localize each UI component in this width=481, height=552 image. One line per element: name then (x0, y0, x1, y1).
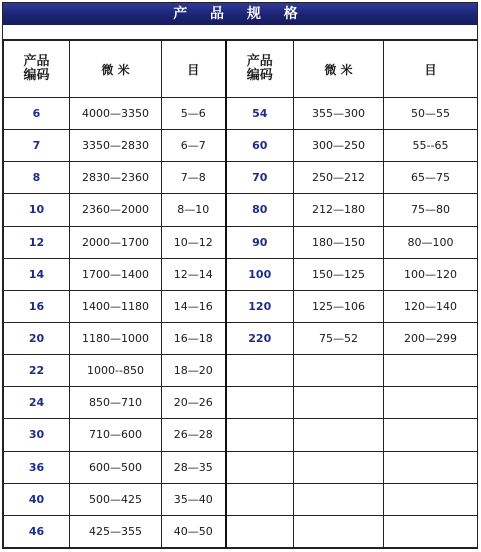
right-micron-cell: 300—250 (294, 130, 384, 162)
left-mesh-cell: 12—14 (162, 258, 226, 290)
right-micron-cell: 150—125 (294, 258, 384, 290)
left-code-cell: 7 (4, 130, 70, 162)
table-row (4, 226, 478, 258)
header-mesh-right: 目 (384, 41, 478, 98)
right-code-cell: 100 (226, 258, 294, 290)
right-code-cell: 60 (226, 130, 294, 162)
left-mesh-cell: 6—7 (162, 130, 226, 162)
right-code-cell: 120 (226, 290, 294, 322)
right-code-cell: 220 (226, 322, 294, 354)
table-row (4, 194, 478, 226)
table-row (4, 483, 478, 515)
right-mesh-cell: 55--65 (384, 130, 478, 162)
title-spacer (3, 25, 477, 40)
right-micron-cell (294, 387, 384, 419)
left-micron-cell: 1700—1400 (70, 258, 162, 290)
right-code-cell (226, 515, 294, 547)
right-micron-cell: 212—180 (294, 194, 384, 226)
table-row (4, 322, 478, 354)
right-micron-cell (294, 483, 384, 515)
left-micron-cell: 850—710 (70, 387, 162, 419)
left-code-cell: 22 (4, 355, 70, 387)
left-code-cell: 6 (4, 98, 70, 130)
header-mesh-left: 目 (162, 41, 226, 98)
left-micron-cell: 500—425 (70, 483, 162, 515)
table-row (4, 387, 478, 419)
left-code-cell: 12 (4, 226, 70, 258)
left-micron-cell: 1180—1000 (70, 322, 162, 354)
left-mesh-cell: 20—26 (162, 387, 226, 419)
table-row (4, 130, 478, 162)
right-micron-cell (294, 355, 384, 387)
right-code-cell (226, 355, 294, 387)
left-mesh-cell: 5—6 (162, 98, 226, 130)
spec-table (3, 40, 478, 548)
table-row (4, 451, 478, 483)
left-mesh-cell: 10—12 (162, 226, 226, 258)
right-code-cell (226, 387, 294, 419)
right-code-cell: 90 (226, 226, 294, 258)
table-row (4, 515, 478, 547)
right-code-cell: 80 (226, 194, 294, 226)
right-mesh-cell: 120—140 (384, 290, 478, 322)
left-mesh-cell: 35—40 (162, 483, 226, 515)
left-mesh-cell: 14—16 (162, 290, 226, 322)
right-mesh-cell: 75—80 (384, 194, 478, 226)
right-mesh-cell (384, 451, 478, 483)
table-row (4, 98, 478, 130)
left-code-cell: 20 (4, 322, 70, 354)
left-mesh-cell: 8—10 (162, 194, 226, 226)
left-micron-cell: 1400—1180 (70, 290, 162, 322)
right-code-cell: 70 (226, 162, 294, 194)
right-mesh-cell (384, 515, 478, 547)
left-code-cell: 10 (4, 194, 70, 226)
left-micron-cell: 2360—2000 (70, 194, 162, 226)
right-mesh-cell: 200—299 (384, 322, 478, 354)
left-micron-cell: 425—355 (70, 515, 162, 547)
right-micron-cell (294, 451, 384, 483)
header-micron-left: 微 米 (70, 41, 162, 98)
right-mesh-cell: 65—75 (384, 162, 478, 194)
header-code-right: 产品 编码 (226, 41, 294, 98)
left-micron-cell: 2830—2360 (70, 162, 162, 194)
right-code-cell: 54 (226, 98, 294, 130)
left-code-cell: 24 (4, 387, 70, 419)
right-code-cell (226, 419, 294, 451)
left-mesh-cell: 7—8 (162, 162, 226, 194)
left-mesh-cell: 28—35 (162, 451, 226, 483)
right-micron-cell (294, 515, 384, 547)
right-mesh-cell: 50—55 (384, 98, 478, 130)
right-mesh-cell (384, 355, 478, 387)
left-mesh-cell: 40—50 (162, 515, 226, 547)
left-mesh-cell: 18—20 (162, 355, 226, 387)
left-code-cell: 46 (4, 515, 70, 547)
left-code-cell: 16 (4, 290, 70, 322)
right-micron-cell: 125—106 (294, 290, 384, 322)
product-spec-sheet (2, 2, 478, 549)
left-micron-cell: 710—600 (70, 419, 162, 451)
right-micron-cell: 180—150 (294, 226, 384, 258)
left-code-cell: 30 (4, 419, 70, 451)
table-row (4, 355, 478, 387)
table-row (4, 290, 478, 322)
left-code-cell: 36 (4, 451, 70, 483)
right-micron-cell: 75—52 (294, 322, 384, 354)
table-row (4, 162, 478, 194)
left-mesh-cell: 16—18 (162, 322, 226, 354)
header-code-left: 产品 编码 (4, 41, 70, 98)
right-code-cell (226, 483, 294, 515)
left-mesh-cell: 26—28 (162, 419, 226, 451)
table-row (4, 419, 478, 451)
right-micron-cell (294, 419, 384, 451)
right-mesh-cell (384, 387, 478, 419)
left-code-cell: 14 (4, 258, 70, 290)
left-code-cell: 8 (4, 162, 70, 194)
right-micron-cell: 355—300 (294, 98, 384, 130)
table-row (4, 258, 478, 290)
right-mesh-cell (384, 419, 478, 451)
left-micron-cell: 1000--850 (70, 355, 162, 387)
header-row (4, 41, 478, 98)
left-micron-cell: 2000—1700 (70, 226, 162, 258)
right-mesh-cell: 80—100 (384, 226, 478, 258)
left-micron-cell: 600—500 (70, 451, 162, 483)
left-micron-cell: 3350—2830 (70, 130, 162, 162)
right-micron-cell: 250—212 (294, 162, 384, 194)
header-micron-right: 微 米 (294, 41, 384, 98)
left-code-cell: 40 (4, 483, 70, 515)
right-mesh-cell (384, 483, 478, 515)
left-micron-cell: 4000—3350 (70, 98, 162, 130)
spec-title: 产 品 规 格 (3, 3, 477, 25)
right-code-cell (226, 451, 294, 483)
right-mesh-cell: 100—120 (384, 258, 478, 290)
